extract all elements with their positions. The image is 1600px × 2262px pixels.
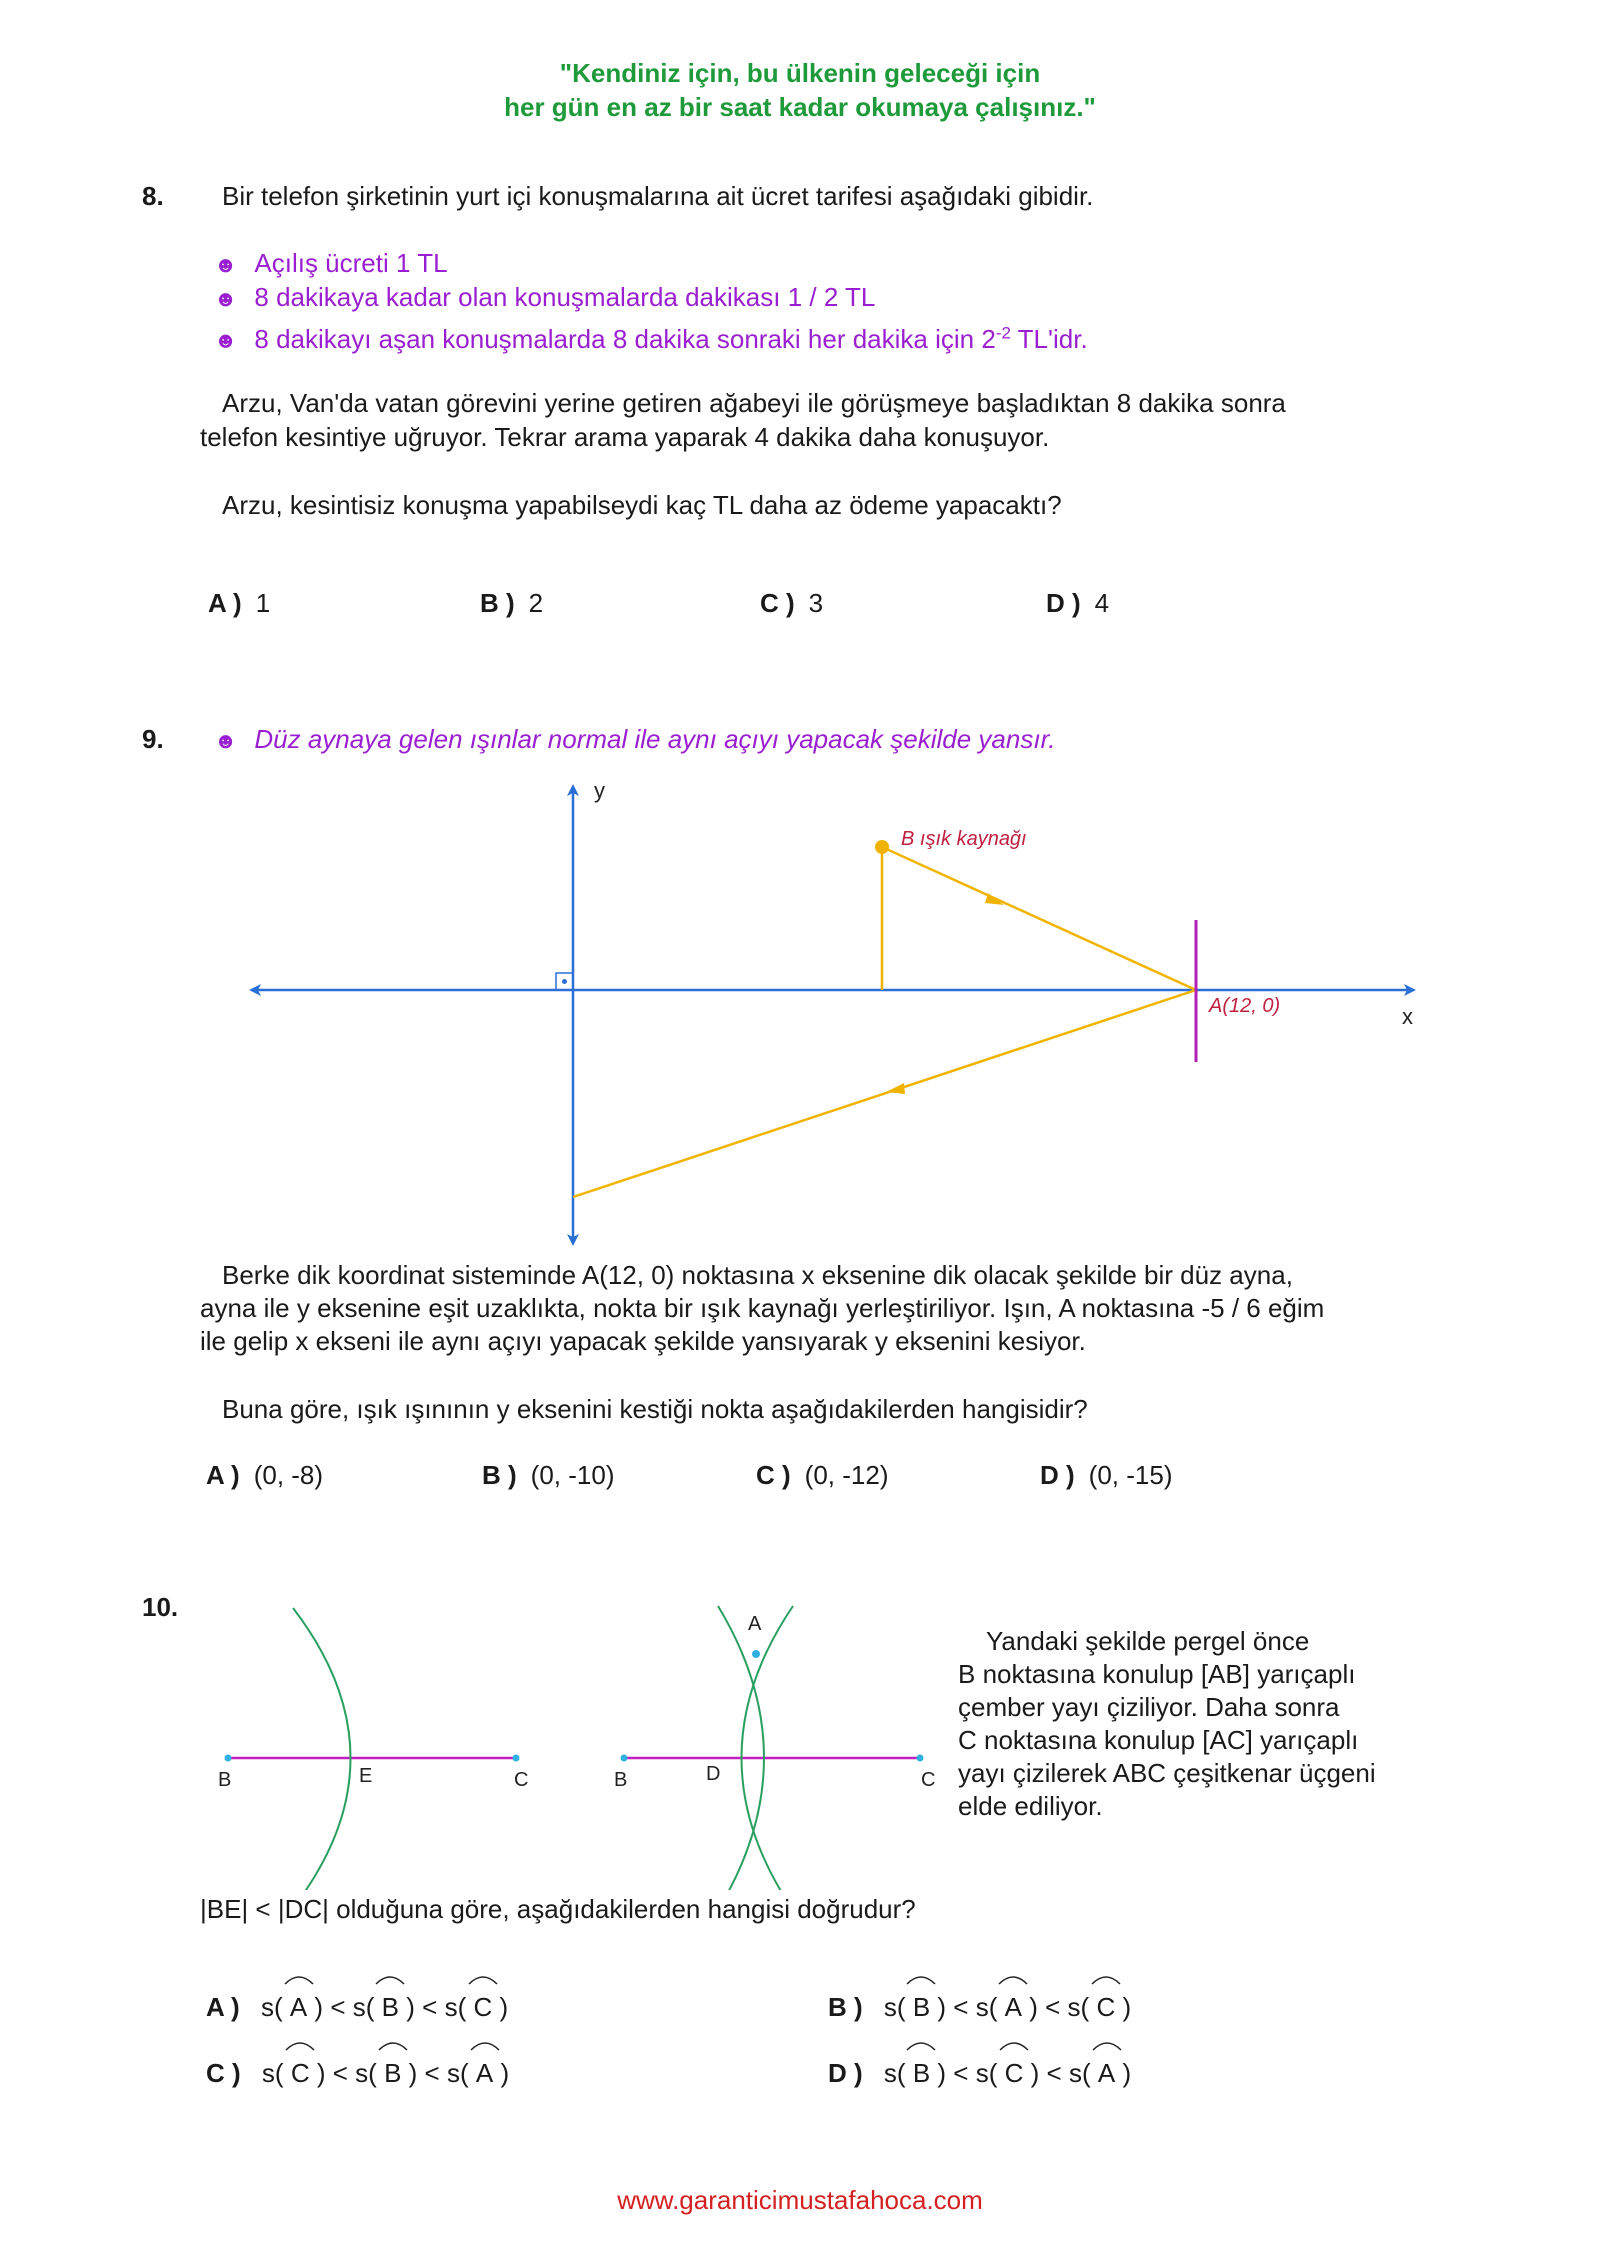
q10-question: |BE| < |DC| olduğuna göre, aşağıdakilerden hangisi doğrudur? — [200, 1894, 916, 1924]
angle-letter — [283, 1992, 315, 2023]
angle-suffix: ) — [1030, 2058, 1040, 2088]
option-label: C ) — [206, 2058, 241, 2088]
angle-letter — [377, 2058, 409, 2089]
question-9-number: 9. — [142, 724, 164, 754]
angle-suffix: ) — [1122, 1992, 1132, 2022]
light-source-point — [875, 840, 889, 854]
angle-suffix: ) — [1029, 1992, 1038, 2022]
q8-option-c[interactable] — [760, 588, 823, 619]
q9-paragraph-line-3: ile gelip x ekseni ile aynı açıyı yapacak şekilde yansıyarak y eksenini kesiyor. — [200, 1326, 1086, 1356]
angle-letter — [284, 2058, 317, 2089]
arc-mark-icon — [1090, 2038, 1124, 2052]
bullet-2 — [214, 280, 875, 316]
angle-suffix: ) — [500, 2058, 510, 2088]
smiley-icon: ☻ — [214, 286, 238, 311]
angle-letter — [906, 2058, 938, 2089]
angle-suffix: ) — [316, 2058, 326, 2088]
q9-rule-text: Düz aynaya gelen ışınlar normal ile aynı açıyı yapacak şekilde yansır. — [254, 724, 1056, 754]
option-value: (0, -15) — [1088, 1460, 1173, 1490]
q10-side-text-1: Yandaki şekilde pergel önce — [986, 1626, 1310, 1656]
q8-option-b[interactable] — [480, 588, 543, 619]
q8-option-a[interactable] — [208, 588, 270, 619]
angle-letter — [466, 1992, 499, 2023]
angle-prefix: s( — [261, 2058, 284, 2088]
smiley-icon: ☻ — [214, 327, 238, 353]
angle-suffix: ) — [406, 1992, 415, 2022]
q9-paragraph-line-2: ayna ile y eksenine eşit uzaklıkta, nokta bir ışık kaynağı yerleştiriliyor. Işın, A noktasına -5 / 6 eğim — [200, 1293, 1325, 1323]
q9-option-d[interactable] — [1040, 1460, 1172, 1491]
option-value: 4 — [1094, 588, 1110, 618]
angle-prefix: s( — [446, 2058, 469, 2088]
angle-letter — [1089, 1992, 1122, 2023]
q8-paragraph-line-2: telefon kesintiye uğruyor. Tekrar arama yaparak 4 dakika daha konuşuyor. — [200, 422, 1050, 452]
angle-letter-text: C — [290, 2058, 310, 2088]
angle-letter — [997, 2058, 1030, 2089]
angle-letter-text: A — [1097, 2058, 1116, 2088]
q10-option-a[interactable] — [206, 1992, 508, 2023]
angle-suffix: ) — [499, 1992, 509, 2022]
angle-suffix: ) — [314, 1992, 324, 2022]
angle-letter — [469, 2058, 501, 2089]
fig2-label-d: D — [706, 1763, 721, 1785]
q9-coordinate-figure — [0, 770, 1600, 1250]
option-value: 3 — [808, 588, 824, 618]
angle-letter-text: A — [1004, 1992, 1022, 2022]
angle-letter-text: B — [912, 1992, 931, 2022]
q9-paragraph-line-1: Berke dik koordinat sisteminde A(12, 0) noktasına x eksenine dik olacak şekilde bir düz ayna, — [222, 1260, 1293, 1290]
bullet-2-text: 8 dakikaya kadar olan konuşmalarda dakikası 1 / 2 TL — [254, 282, 876, 312]
angle-prefix: s( — [883, 1992, 906, 2022]
fig1-point-b — [225, 1755, 232, 1762]
less-than: < — [422, 1992, 438, 2022]
option-label: A ) — [206, 1460, 240, 1490]
fig1-label-b: B — [218, 1769, 232, 1791]
footer-website-link[interactable]: www.garanticimustafahoca.com — [617, 2185, 983, 2215]
arc-mark-icon — [996, 1972, 1030, 1986]
fig2-label-b: B — [614, 1769, 628, 1791]
fig2-label-c: C — [921, 1769, 936, 1791]
option-label: C ) — [756, 1460, 791, 1490]
bullet-3-text — [254, 324, 1087, 354]
angle-letter-text: B — [384, 2058, 402, 2088]
option-label: B ) — [482, 1460, 517, 1490]
less-than: < — [953, 2058, 969, 2088]
angle-prefix: s( — [975, 2058, 998, 2088]
angle-letter-text: C — [473, 1992, 493, 2022]
angle-prefix: s( — [975, 1992, 998, 2022]
fig1-label-e: E — [359, 1765, 373, 1787]
angle-suffix: ) — [1122, 2058, 1132, 2088]
less-than: < — [953, 1992, 969, 2022]
bullet-1-text: Açılış ücreti 1 TL — [254, 248, 448, 278]
right-angle-dot — [562, 979, 567, 984]
q8-paragraph-line-1: Arzu, Van'da vatan görevini yerine getiren ağabeyi ile görüşmeye başladıktan 8 dakika sonra — [222, 388, 1286, 418]
arc-mark-icon — [283, 2038, 317, 2052]
bullet-3-exponent: -2 — [995, 323, 1011, 342]
q9-option-a[interactable] — [206, 1460, 323, 1491]
angle-prefix: s( — [260, 1992, 283, 2022]
q10-side-text-3: çember yayı çiziliyor. Daha sonra — [958, 1692, 1340, 1722]
angle-letter-text: B — [381, 1992, 399, 2022]
option-label: B ) — [828, 1992, 863, 2022]
question-10-number: 10. — [142, 1592, 179, 1622]
angle-prefix: s( — [355, 2058, 377, 2088]
angle-letter-text: C — [1096, 1992, 1116, 2022]
option-label: A ) — [208, 588, 242, 618]
option-value: 2 — [528, 588, 544, 618]
light-source-label: B ışık kaynağı — [901, 828, 1027, 850]
q10-option-d[interactable] — [828, 2058, 1131, 2089]
less-than: < — [1045, 1992, 1061, 2022]
angle-letter — [906, 1992, 938, 2023]
angle-suffix: ) — [937, 2058, 947, 2088]
option-label: B ) — [480, 588, 515, 618]
arc-mark-icon — [904, 2038, 938, 2052]
question-8-number: 8. — [142, 181, 164, 211]
y-axis-label: y — [594, 778, 605, 803]
q10-side-text-2: B noktasına konulup [AB] yarıçaplı — [958, 1659, 1356, 1689]
fig2-point-c — [917, 1755, 924, 1762]
fig2-point-a — [752, 1650, 760, 1658]
q10-compass-figures — [0, 1590, 960, 1890]
bullet-1 — [214, 246, 448, 282]
arc-mark-icon — [468, 2038, 502, 2052]
option-value: (0, -8) — [253, 1460, 324, 1490]
angle-suffix: ) — [408, 2058, 418, 2088]
smiley-icon: ☻ — [214, 252, 238, 277]
fig1-point-c — [513, 1755, 520, 1762]
q9-rule — [214, 722, 1056, 758]
less-than: < — [330, 1992, 346, 2022]
x-axis-label: x — [1402, 1004, 1413, 1029]
reflected-ray — [573, 990, 1196, 1197]
angle-letter — [374, 1992, 406, 2023]
angle-prefix: s( — [352, 1992, 375, 2022]
arc-mark-icon — [376, 2038, 410, 2052]
fig2-point-b — [621, 1755, 628, 1762]
less-than: < — [332, 2058, 348, 2088]
angle-suffix: ) — [937, 1992, 947, 2022]
arc-mark-icon — [466, 1972, 500, 1986]
angle-prefix: s( — [1068, 2058, 1091, 2088]
arc-mark-icon — [904, 1972, 938, 1986]
arc-mark-icon — [282, 1972, 316, 1986]
header-quote-line-1: "Kendiniz için, bu ülkenin geleceği için — [559, 58, 1041, 88]
angle-prefix: s( — [883, 2058, 906, 2088]
q8-question: Arzu, kesintisiz konuşma yapabilseydi kaç TL daha az ödeme yapacaktı? — [222, 490, 1062, 520]
angle-letter — [997, 1992, 1029, 2023]
angle-prefix: s( — [1067, 1992, 1090, 2022]
arc-mark-icon — [997, 2038, 1031, 2052]
q9-option-b[interactable] — [482, 1460, 614, 1491]
angle-letter-text: A — [475, 2058, 494, 2088]
option-value: 1 — [255, 588, 271, 618]
header-quote-line-2: her gün en az bir saat kadar okumaya çalışınız." — [504, 92, 1096, 122]
angle-letter-text: A — [289, 1992, 308, 2022]
q10-side-text-6: elde ediliyor. — [958, 1791, 1103, 1821]
option-value: (0, -10) — [530, 1460, 615, 1490]
angle-letter-text: C — [1004, 2058, 1024, 2088]
option-label: C ) — [760, 588, 795, 618]
fig2-arc-from-c — [742, 1606, 794, 1890]
option-value: (0, -12) — [804, 1460, 889, 1490]
option-label: D ) — [828, 2058, 863, 2088]
incident-ray-arrow — [985, 893, 1004, 905]
arc-mark-icon — [373, 1972, 407, 1986]
angle-letter — [1091, 2058, 1123, 2089]
smiley-icon: ☻ — [214, 728, 238, 753]
point-a-label: A(12, 0) — [1209, 995, 1281, 1017]
fig1-label-c: C — [514, 1769, 529, 1791]
q10-option-b[interactable] — [828, 1992, 1131, 2023]
q9-question: Buna göre, ışık ışınının y eksenini kestiği nokta aşağıdakilerden hangisidir? — [222, 1394, 1088, 1424]
q8-option-d[interactable] — [1046, 588, 1109, 619]
bullet-3-text-end: TL'idr. — [1010, 323, 1088, 354]
q10-option-c[interactable] — [206, 2058, 509, 2089]
arc-mark-icon — [1089, 1972, 1123, 1986]
bullet-3 — [214, 316, 1088, 358]
question-8-intro: Bir telefon şirketinin yurt içi konuşmalarına ait ücret tarifesi aşağıdaki gibidir. — [222, 181, 1094, 211]
option-label: D ) — [1046, 588, 1081, 618]
q10-side-text-4: C noktasına konulup [AC] yarıçaplı — [958, 1725, 1359, 1755]
fig2-label-a: A — [748, 1613, 762, 1635]
angle-letter-text: B — [912, 2058, 931, 2088]
fig1-arc — [293, 1608, 351, 1890]
q9-option-c[interactable] — [756, 1460, 888, 1491]
option-label: A ) — [206, 1992, 240, 2022]
incident-ray — [882, 847, 1196, 990]
q10-side-text-5: yayı çizilerek ABC çeşitkenar üçgeni — [958, 1758, 1376, 1788]
angle-prefix: s( — [444, 1992, 467, 2022]
bullet-3-text-main: 8 dakikayı aşan konuşmalarda 8 dakika sonraki her dakika için 2 — [254, 323, 996, 354]
less-than: < — [424, 2058, 440, 2088]
less-than: < — [1046, 2058, 1062, 2088]
option-label: D ) — [1040, 1460, 1075, 1490]
